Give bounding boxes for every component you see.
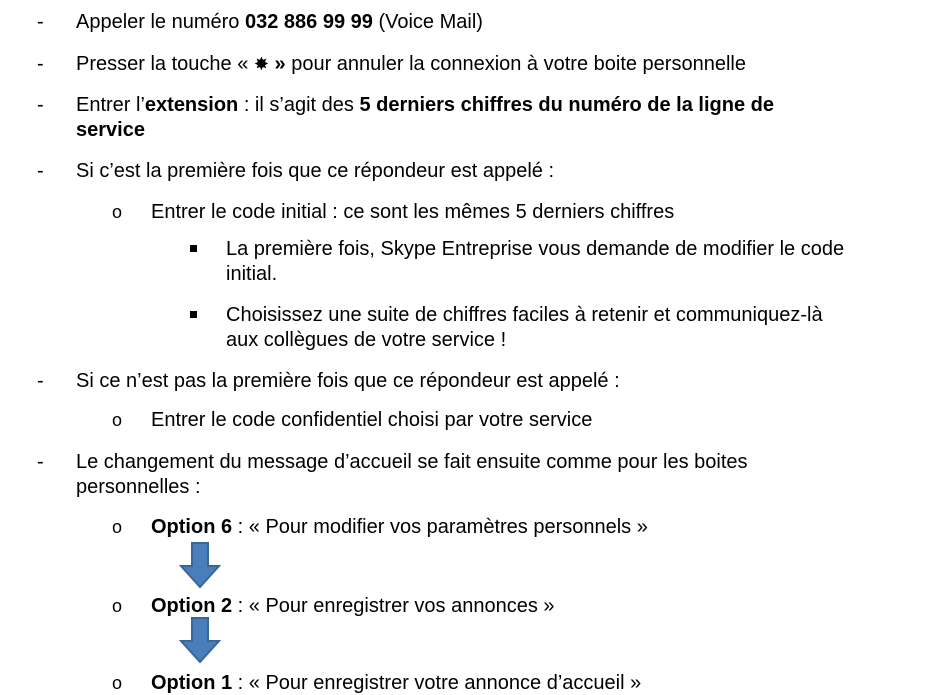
bullet-dash: - (37, 11, 44, 33)
bullet-circle: o (112, 596, 123, 616)
option-1: Option 1 : « Pour enregistrer votre annonce d’accueil » (151, 672, 642, 694)
condition-first-time: Si c’est la première fois que ce répondeur est appelé : (76, 160, 555, 182)
option-6: Option 6 : « Pour modifier vos paramètres personnels » (151, 516, 648, 538)
bullet-dash: - (37, 53, 44, 75)
instruction-greeting-change-cont: personnelles : (76, 476, 201, 498)
note-choose-digits-cont: aux collègues de votre service ! (226, 329, 507, 351)
note-modify-code: La première fois, Skype Entreprise vous demande de modifier le code (226, 238, 845, 260)
instruction-press-star: Presser la touche « ✸ » pour annuler la connexion à votre boite personnelle (76, 53, 746, 75)
note-modify-code-cont: initial. (226, 263, 278, 285)
instruction-extension: Entrer l’extension : il s’agit des 5 derniers chiffres du numéro de la ligne de (76, 94, 774, 116)
star-key-icon: ✸ (253, 54, 269, 74)
bullet-square (190, 245, 197, 252)
bullet-square (190, 311, 197, 318)
instruction-call-number: Appeler le numéro 032 886 99 99 (Voice Mail) (76, 11, 483, 33)
bullet-circle: o (112, 517, 123, 537)
bullet-dash: - (37, 160, 44, 182)
condition-not-first-time: Si ce n’est pas la première fois que ce répondeur est appelé : (76, 370, 620, 392)
bullet-circle: o (112, 673, 123, 693)
note-choose-digits: Choisissez une suite de chiffres faciles à retenir et communiquez-là (226, 304, 823, 326)
bullet-circle: o (112, 410, 123, 430)
arrow-down-icon (179, 617, 221, 664)
option-2: Option 2 : « Pour enregistrer vos annonces » (151, 595, 555, 617)
instruction-initial-code: Entrer le code initial : ce sont les mêmes 5 derniers chiffres (151, 201, 675, 223)
bullet-circle: o (112, 202, 123, 222)
instruction-confidential-code: Entrer le code confidentiel choisi par votre service (151, 409, 593, 431)
bullet-dash: - (37, 94, 44, 116)
instruction-greeting-change: Le changement du message d’accueil se fait ensuite comme pour les boites (76, 451, 748, 473)
instruction-extension-cont: service (76, 119, 145, 141)
bullet-dash: - (37, 451, 44, 473)
bullet-dash: - (37, 370, 44, 392)
arrow-down-icon (179, 542, 221, 589)
